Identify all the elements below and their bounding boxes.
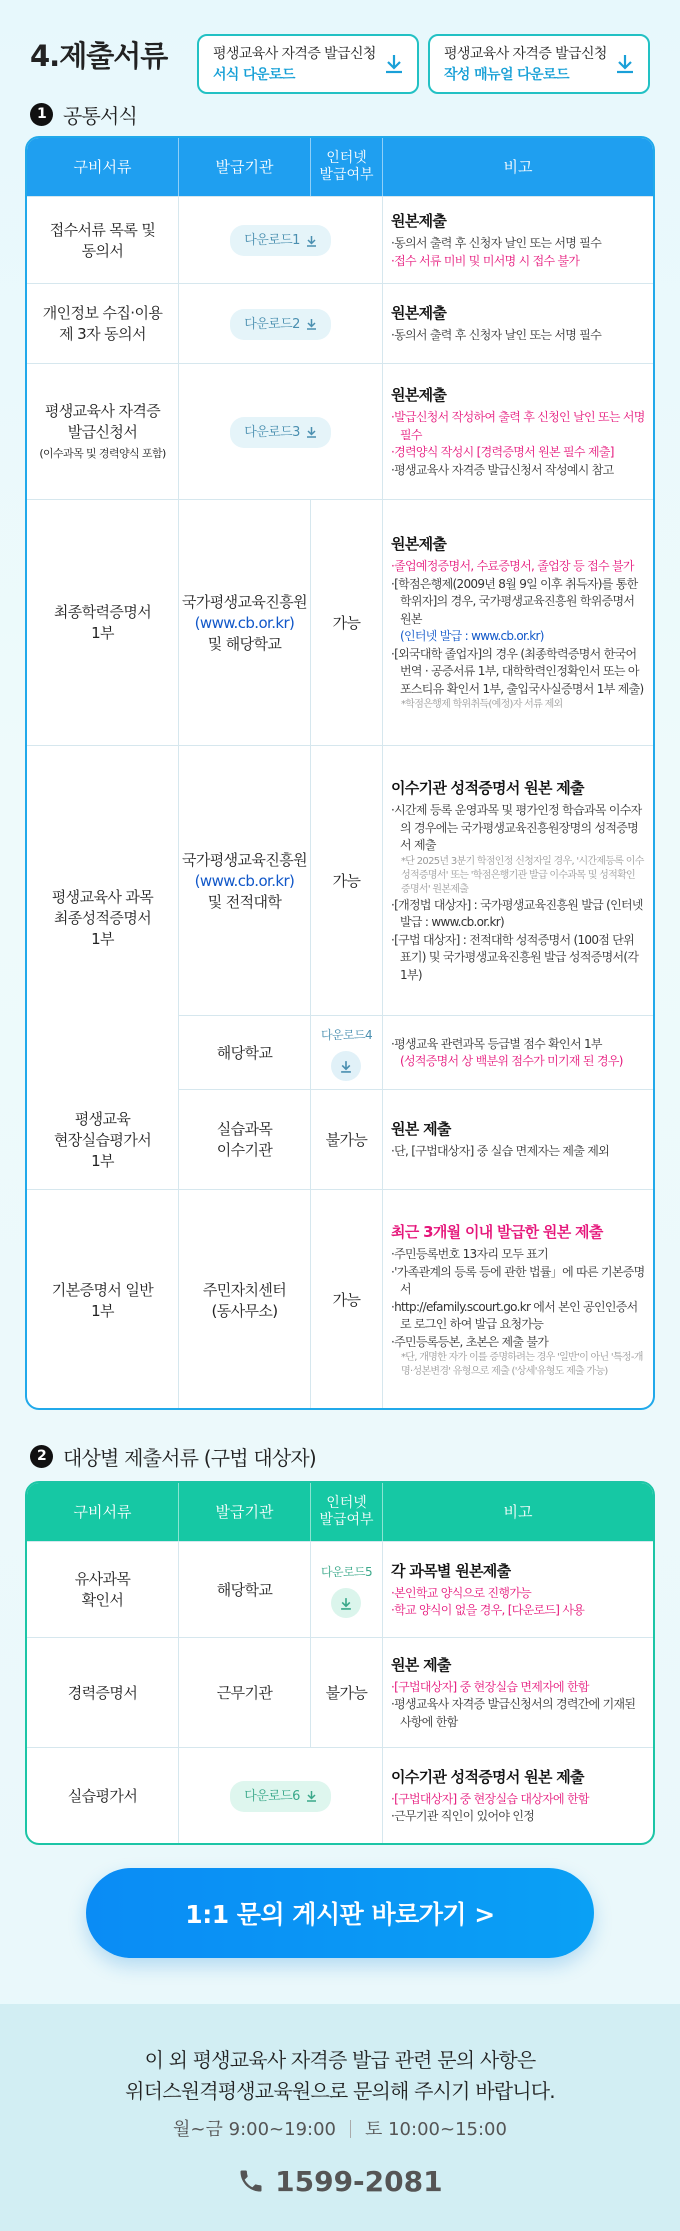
download-line2: 작성 매뉴얼 다운로드 <box>444 67 569 83</box>
business-hours <box>0 2115 680 2141</box>
note: ·평생교육 관련과목 등급별 점수 확인서 1부 (성적증명서 상 백분위 점수가 미기재 된 경우) <box>391 1036 623 1068</box>
note: 원본제출 ·졸업예정증명서, 수료증명서, 졸업장 등 접수 불가 ·[학점은행제(2009년 8월 9일 이후 취득자)를 통한 학위자]의 경우, 국가평생교육진흥원 학위증명서 원본 (인터넷 발급 : www.cb.or.kr) ·[외국대학 졸업자]의 경우 (최종학력증명서 한국어 번역 · 공증서류 1부, 대학학력인정확인서 또는 아포스티유 확인서 1부, 출입국사실증명서 1부 제출) *학점은행제 학위취득(예정)자 서류 제외 <box>391 535 644 710</box>
efamily-link: ·http://efamily.scourt.go.kr 에서 본인 공인인증서로 로그인 하여 발급 요청가능 <box>391 1299 638 1331</box>
common-docs-table <box>25 136 655 1410</box>
table-row <box>27 363 653 499</box>
header-note: 비고 <box>503 1502 533 1521</box>
footer-line2: 위더스원격평생교육원으로 문의해 주시기 바랍니다. <box>125 2079 555 2103</box>
footer-line1: 이 외 평생교육사 자격증 발급 관련 문의 사항은 <box>144 2048 536 2072</box>
header-doc: 구비서류 <box>27 138 179 196</box>
download-cell <box>311 1542 383 1638</box>
note: 원본제출 ·동의서 출력 후 신청자 날인 또는 서명 필수 ·접수 서류 미비 및 미서명 시 접수 불가 <box>391 212 602 268</box>
download-icon <box>306 235 317 247</box>
internet-available: 불가능 <box>311 1090 383 1190</box>
table-row <box>27 1637 653 1747</box>
doc-name: 평생교육사 자격증 발급신청서 (이수과목 및 경력양식 포함) <box>27 364 179 500</box>
section-number: 2 <box>30 1445 53 1468</box>
header-doc: 구비서류 <box>27 1483 179 1541</box>
issuer: 해당학교 <box>179 1542 311 1638</box>
doc-name: 경력증명서 <box>27 1638 179 1748</box>
issuer: 주민자치센터 (동사무소) <box>179 1190 311 1410</box>
download-6-button[interactable]: 다운로드6 <box>230 1781 331 1812</box>
issuer: 근무기관 <box>179 1638 311 1748</box>
doc-name: 유사과목 확인서 <box>27 1542 179 1638</box>
download-icon <box>340 1597 352 1610</box>
internet-available: 가능 <box>311 746 383 1016</box>
table-row <box>27 1747 653 1843</box>
section-title: 공통서식 <box>63 104 138 128</box>
qna-board-button[interactable]: 1:1 문의 게시판 바로가기 > <box>86 1868 594 1958</box>
doc-name: 최종학력증명서 1부 <box>27 500 179 746</box>
doc-name: 평생교육 현장실습평가서 1부 <box>27 1090 179 1190</box>
table-row <box>27 1089 653 1189</box>
table-row <box>27 499 653 745</box>
internet-available: 가능 <box>311 1190 383 1410</box>
note: 원본제출 ·동의서 출력 후 신청자 날인 또는 서명 필수 <box>391 304 602 343</box>
header-net: 인터넷 발급여부 <box>311 1483 383 1541</box>
download-cell <box>311 1016 383 1090</box>
note: 이수기관 성적증명서 원본 제출 ·[구법대상자] 중 현장실습 대상자에 한함 ·근무기관 직인이 있어야 인정 <box>391 1767 589 1823</box>
doc-name: 실습평가서 <box>27 1748 179 1844</box>
download-5-button[interactable]: 다운로드5 <box>321 1562 372 1618</box>
issuer: 국가평생교육진흥원 (www.cb.or.kr) 및 전적대학 <box>179 746 311 1016</box>
download-line1: 평생교육사 자격증 발급신청 <box>213 46 376 62</box>
saturday-hours: 토 10:00~15:00 <box>365 2119 507 2140</box>
form-download-button[interactable] <box>197 34 419 94</box>
table-row <box>27 283 653 363</box>
table-header <box>27 1483 653 1541</box>
issuer: 실습과목 이수기관 <box>179 1090 311 1190</box>
note: 원본 제출 ·[구법대상자] 중 현장실습 면제자에 한함 ·평생교육사 자격증 발급신청서의 경력간에 기재된 사항에 한함 <box>391 1655 636 1729</box>
download-icon <box>616 54 634 74</box>
note: 원본 제출 ·단, [구법대상자] 중 실습 면제자는 제출 제외 <box>391 1120 610 1159</box>
note: 각 과목별 원본제출 ·본인학교 양식으로 진행가능 ·학교 양식이 없을 경우, [다운로드] 사용 <box>391 1561 585 1617</box>
download-line1: 평생교육사 자격증 발급신청 <box>444 46 607 62</box>
download-icon <box>306 1790 317 1802</box>
download-1-button[interactable]: 다운로드1 <box>230 225 331 256</box>
note: 최근 3개월 이내 발급한 원본 제출 ·주민등록번호 13자리 모두 표기 ·'가족관계의 등록 등에 관한 법률」에 따른 기본증명서 ·http://efamily.scourt.go.kr 에서 본인 공인인증서로 로그인 하여 발급 요청가능 ·주민등록등본, 초본은 제출 불가 *단, 개명한 자가 이를 증명하려는 경우 '일반'이 아닌 '특정-개명·성본변경' 유형으로 제출 ('상세'유형도 제출 가능) <box>391 1223 645 1377</box>
download-icon <box>306 426 317 438</box>
doc-name: 접수서류 목록 및 동의서 <box>27 197 179 284</box>
doc-name: 개인정보 수집·이용 제 3자 동의서 <box>27 284 179 364</box>
note: 원본제출 ·발급신청서 작성하여 출력 후 신청인 날인 또는 서명 필수 ·경력양식 작성시 [경력증명서 원본 필수 제출] ·평생교육사 자격증 발급신청서 작성예시 참고 <box>391 386 645 477</box>
issuer: 국가평생교육진흥원 (www.cb.or.kr) 및 해당학교 <box>179 500 311 746</box>
section-target-heading <box>30 1442 316 1471</box>
note: 이수기관 성적증명서 원본 제출 ·시간제 등록 운영과목 및 평가인정 학습과목 이수자의 경우에는 국가평생교육진흥원장명의 성적증명서 제출 *단 2025년 3분기 학점인정 신청자일 경우, '시간제등록 이수 성적증명서' 또는 '학점은행기관 발급 이수과목 및 성적확인 증명서' 원본제출 ·[개정법 대상자] : 국가평생교육진흥원 발급 (인터넷 발급 : www.cb.or.kr) ·[구법 대상자] : 전적대학 성적증명서 (100점 단위 표기) 및 국가평생교육진흥원 발급 성적증명서(각1부) <box>391 779 644 982</box>
weekday-hours: 월~금 9:00~19:00 <box>173 2119 336 2140</box>
section-title: 대상별 제출서류 (구법 대상자) <box>63 1446 316 1470</box>
download-2-button[interactable]: 다운로드2 <box>230 309 331 340</box>
section-common-heading <box>30 100 137 129</box>
header-note: 비고 <box>503 157 533 176</box>
download-icon <box>306 318 317 330</box>
page-title: 4.제출서류 <box>30 39 168 73</box>
download-icon <box>340 1060 352 1073</box>
doc-name: 기본증명서 일반 1부 <box>27 1190 179 1410</box>
internet-available: 불가능 <box>311 1638 383 1748</box>
section-number: 1 <box>30 103 53 126</box>
internet-available: 가능 <box>311 500 383 746</box>
header-net: 인터넷 발급여부 <box>311 138 383 196</box>
download-line2: 서식 다운로드 <box>213 67 295 83</box>
table-row <box>27 1189 653 1410</box>
doc-name: 평생교육사 과목 최종성적증명서 1부 <box>27 746 179 1090</box>
phone-icon <box>237 2167 265 2195</box>
download-icon <box>385 54 403 74</box>
header-org: 발급기관 <box>179 138 311 196</box>
table-header <box>27 138 653 196</box>
download-4-button[interactable]: 다운로드4 <box>321 1025 372 1081</box>
header-org: 발급기관 <box>179 1483 311 1541</box>
table-row <box>27 745 653 1015</box>
issuer: 해당학교 <box>179 1016 311 1090</box>
target-docs-table <box>25 1481 655 1845</box>
phone-number[interactable]: 1599-2081 <box>0 2165 680 2198</box>
table-row <box>27 1541 653 1637</box>
manual-download-button[interactable] <box>428 34 650 94</box>
table-row <box>27 196 653 283</box>
download-3-button[interactable]: 다운로드3 <box>230 417 331 448</box>
